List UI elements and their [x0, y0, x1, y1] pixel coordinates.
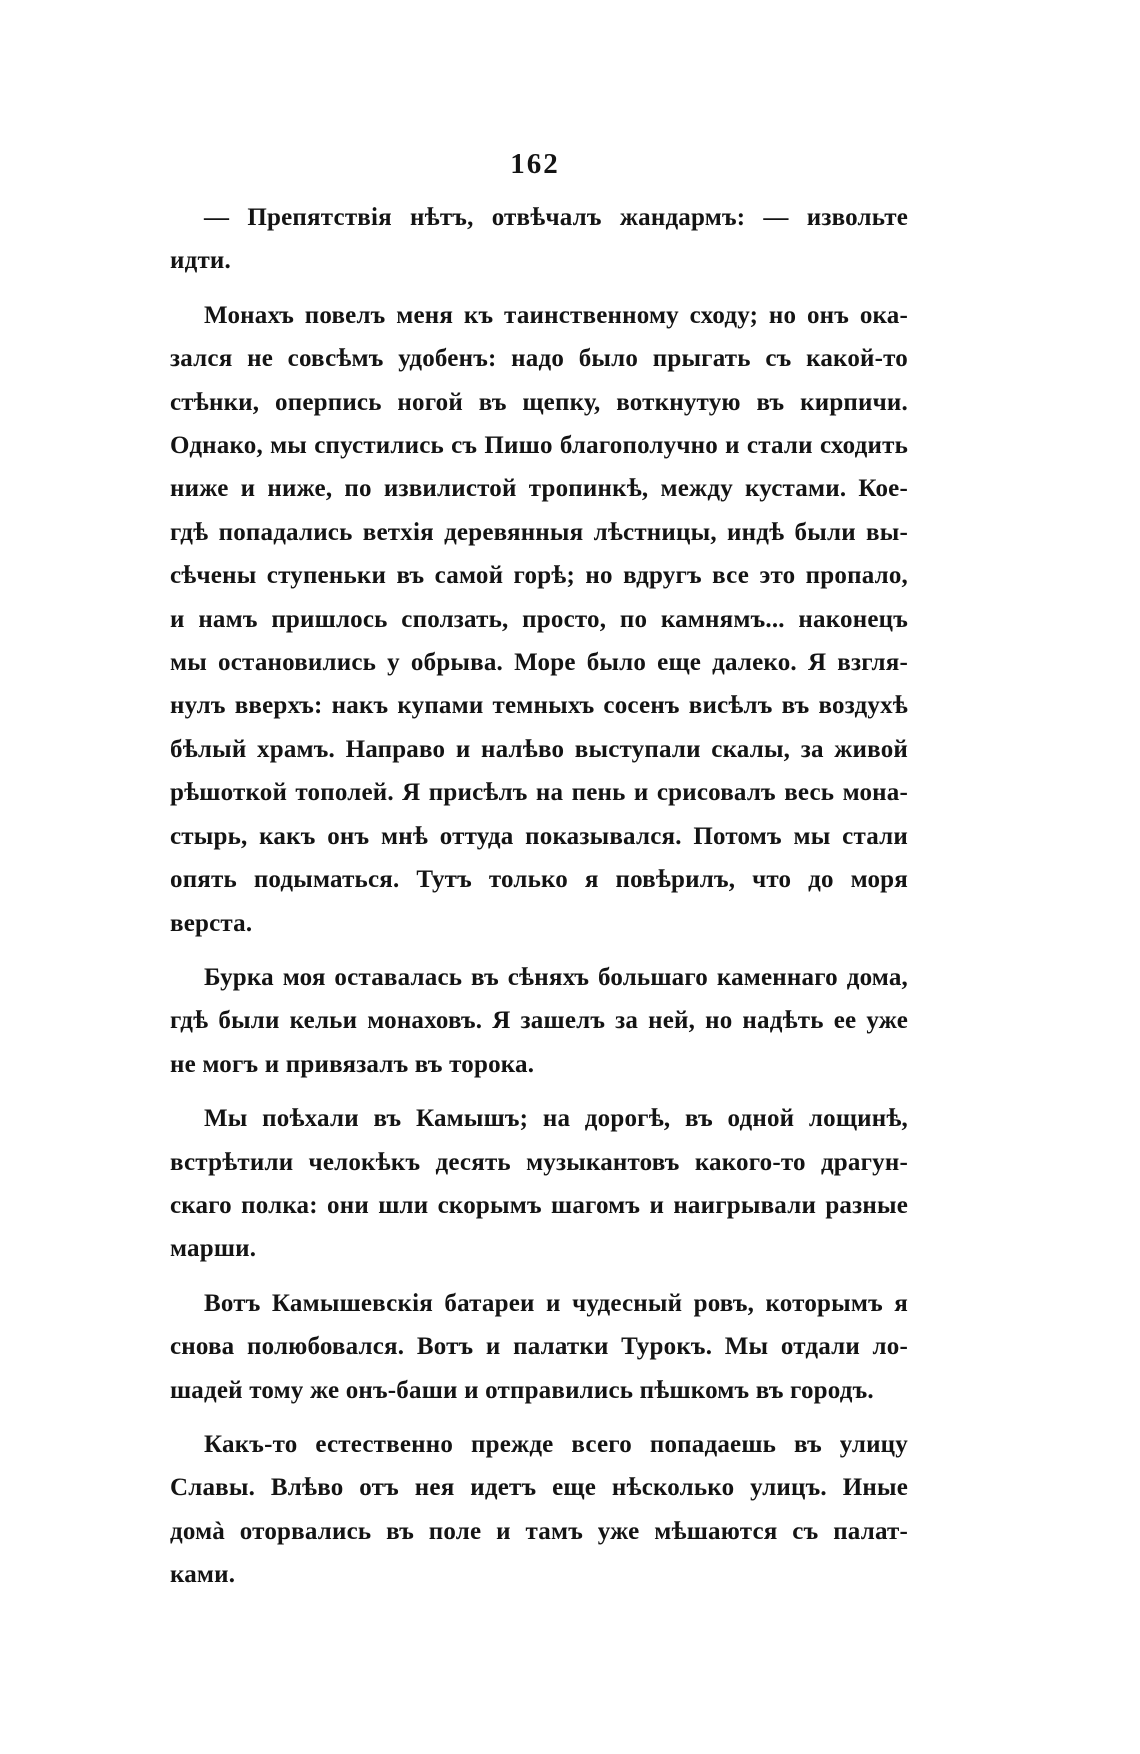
paragraph: [170, 1423, 908, 1597]
text-line: Славы. Влѣво отъ нея идетъ еще нѣсколько улицъ. Иные: [170, 1474, 908, 1502]
text-line: ками.: [170, 1561, 236, 1589]
text-line: Бурка моя оставалась въ сѣняхъ большаго каменнаго дома,: [204, 963, 908, 991]
text-line: зался не совсѣмъ удобенъ: надо было прыгать съ какой-то: [170, 345, 908, 373]
paragraph: [170, 956, 908, 1086]
text-line: мы остановились у обрыва. Море было еще далеко. Я взгля-: [170, 649, 908, 677]
text-line: бѣлый храмъ. Направо и налѣво выступали скалы, за живой: [170, 735, 908, 763]
text-body: [170, 196, 908, 1608]
paragraph: [170, 1097, 908, 1271]
text-line: не могъ и привязалъ въ торока.: [170, 1050, 535, 1078]
text-line: Однако, мы спустились съ Пишо благополучно и стали сходить: [170, 432, 908, 460]
page-number: 162: [510, 148, 560, 180]
paragraph: [170, 294, 908, 945]
text-line: идти.: [170, 247, 231, 275]
text-line: рѣшоткой тополей. Я присѣлъ на пень и срисовалъ весь мона-: [170, 779, 908, 807]
text-line: стырь, какъ онъ мнѣ оттуда показывался. Потомъ мы стали: [170, 822, 908, 850]
text-line: Мы поѣхали въ Камышъ; на дорогѣ, въ одной лощинѣ,: [204, 1105, 908, 1133]
text-line: снова полюбовался. Вотъ и палатки Турокъ. Мы отдали ло-: [170, 1333, 908, 1361]
text-line: стѣнки, оперпись ногой въ щепку, воткнутую въ кирпичи.: [170, 388, 908, 416]
paragraph: [170, 1282, 908, 1412]
text-line: опять подыматься. Тутъ только я повѣрилъ, что до моря: [170, 866, 908, 894]
text-line: домà оторвались въ поле и тамъ уже мѣшаются съ палат-: [170, 1517, 908, 1545]
text-line: марши.: [170, 1235, 257, 1263]
text-line: ниже и ниже, по извилистой тропинкѣ, между кустами. Кое-: [170, 475, 908, 503]
text-line: встрѣтили челокѣкъ десять музыкантовъ какого-то драгун-: [170, 1148, 908, 1176]
text-line: Какъ-то естественно прежде всего попадаешь въ улицу: [204, 1430, 908, 1458]
text-line: — Препятствія нѣтъ, отвѣчалъ жандармъ: — извольте: [204, 204, 908, 231]
text-line: сѣчены ступеньки въ самой горѣ; но вдругъ все это пропало,: [170, 562, 908, 590]
text-line: нулъ вверхъ: накъ купами темныхъ сосенъ висѣлъ въ воздухѣ: [170, 692, 908, 720]
text-line: Монахъ повелъ меня къ таинственному сходу; но онъ ока-: [204, 301, 908, 329]
text-line: и намъ пришлось сползать, просто, по камнямъ... наконецъ: [170, 605, 908, 633]
text-line: Вотъ Камышевскія батареи и чудесный ровъ, которымъ я: [204, 1289, 908, 1317]
paragraph: [170, 196, 908, 283]
text-line: скаго полка: они шли скорымъ шагомъ и наигрывали разные: [170, 1191, 908, 1219]
text-line: гдѣ были кельи монаховъ. Я зашелъ за ней, но надѣть ее уже: [170, 1007, 908, 1035]
text-line: верста.: [170, 909, 253, 937]
text-line: гдѣ попадались ветхія деревянныя лѣстницы, индѣ были вы-: [170, 518, 908, 546]
text-line: шадей тому же онъ-баши и отправились пѣшкомъ въ городъ.: [170, 1376, 874, 1404]
